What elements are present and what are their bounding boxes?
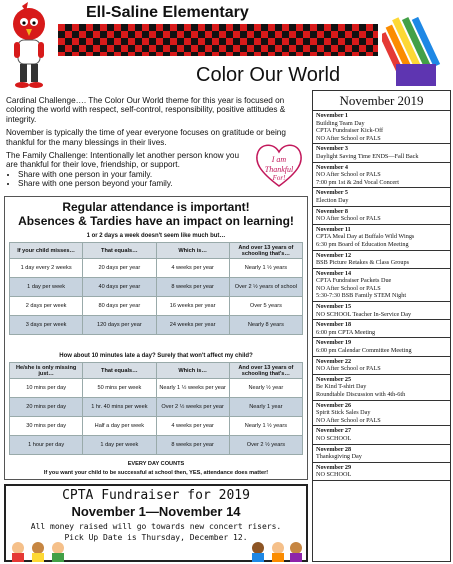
table-cell: Nearly 1 ½ years xyxy=(229,417,302,436)
event-line: NO After School or PALS xyxy=(316,416,381,424)
event-date: November 26 xyxy=(316,401,352,409)
table-cell: 24 weeks per year xyxy=(156,316,229,335)
school-name: Ell-Saline Elementary xyxy=(86,4,249,21)
table-header: That equals… xyxy=(83,243,156,259)
checkered-banner xyxy=(58,24,378,56)
thankful-badge-line2: Thankful xyxy=(264,165,294,174)
calendar-event xyxy=(313,269,450,302)
table-cell: 2 days per week xyxy=(10,297,83,316)
table-header: Which is… xyxy=(156,243,229,259)
event-line: NO After School or PALS xyxy=(316,215,381,223)
event-date: November 22 xyxy=(316,357,352,365)
event-line: CPTA Fundraiser Kick-Off xyxy=(316,127,384,135)
event-date: November 29 xyxy=(316,463,352,471)
table-cell: Over 2 ½ years xyxy=(229,436,302,455)
attendance-section xyxy=(4,196,308,480)
calendar-event xyxy=(313,144,450,162)
table-cell: 1 hr. 40 mins per week xyxy=(83,398,156,417)
table-header: And over 13 years of schooling that's… xyxy=(229,363,302,379)
crayons-icon xyxy=(382,2,450,90)
theme-title: Color Our World xyxy=(196,64,341,86)
table-cell: 1 day every 2 weeks xyxy=(10,259,83,278)
table-cell: 3 days per week xyxy=(10,316,83,335)
calendar-event xyxy=(313,225,450,251)
event-line: Roundtable Discussion with 4th-6th xyxy=(316,391,406,398)
tardy-table xyxy=(9,362,303,455)
table-row xyxy=(10,278,303,297)
table-cell: 80 days per year xyxy=(83,297,156,316)
calendar-event xyxy=(313,188,450,206)
event-line: NO After School or PALS xyxy=(316,171,381,179)
cpta-line2: Pick Up Date is Thursday, December 12. xyxy=(64,533,248,542)
event-date: November 25 xyxy=(316,375,352,383)
event-line: Spirit Stick Sales Day xyxy=(316,409,371,417)
cpta-line1: All money raised will go towards new concert risers. xyxy=(30,522,282,531)
calendar-event xyxy=(313,251,450,269)
event-line: 5:30-7:30 BSB Family STEM Night xyxy=(316,292,407,300)
attendance-footer: If you want your child to be successful at school then, YES, attendance does matter! xyxy=(43,470,269,476)
calendar-event xyxy=(313,426,450,444)
calendar-event xyxy=(313,338,450,356)
table-row xyxy=(10,398,303,417)
attendance-subheading: Absences & Tardies have an impact on learning! xyxy=(18,214,294,228)
table-cell: Nearly 1 ½ years xyxy=(229,259,302,278)
gratitude-text: November is typically the time of year everyone focuses on gratitude or being thankful for the many blessings in their lives. xyxy=(6,128,286,147)
table-row xyxy=(10,297,303,316)
table-cell: 30 mins per day xyxy=(10,417,83,436)
table-cell: 1 day per week xyxy=(10,278,83,297)
calendar-event xyxy=(313,111,450,144)
table-header: He/she is only missing just… xyxy=(10,363,83,379)
calendar-event xyxy=(313,207,450,225)
event-date: November 8 xyxy=(316,207,349,215)
list-item: • Share with one person in your family. xyxy=(18,170,306,179)
event-line: CPTA Meal Day at Buffalo Wild Wings xyxy=(316,233,415,241)
cardinal-mascot-icon xyxy=(4,2,54,90)
event-date: November 3 xyxy=(316,145,349,153)
event-line: BSB Picture Retakes & Class Groups xyxy=(316,259,409,267)
family-challenge-text: The Family Challenge: Intentionally let another person know you are thankful for their love, friendship, or support. xyxy=(6,151,240,170)
table-cell: 120 days per year xyxy=(83,316,156,335)
table-cell: 8 weeks per year xyxy=(156,278,229,297)
event-date: November 15 xyxy=(316,303,352,311)
calendar-event xyxy=(313,463,450,481)
table-cell: 4 weeks per year xyxy=(156,417,229,436)
event-line: NO SCHOOL xyxy=(316,434,352,442)
event-line: Be Kind T-shirt Day xyxy=(316,383,367,391)
event-line: 7:00 pm 1st & 2nd Vocal Concert xyxy=(316,178,399,186)
event-date: November 28 xyxy=(316,445,352,453)
table-row xyxy=(10,417,303,436)
table-row xyxy=(10,436,303,455)
attendance-heading: Regular attendance is important! xyxy=(62,200,250,214)
table-cell: 10 mins per day xyxy=(10,379,83,398)
thankful-heart-badge xyxy=(252,140,306,188)
event-date: November 1 xyxy=(316,112,349,119)
event-date: November 11 xyxy=(316,225,351,233)
newsletter-header xyxy=(0,0,453,92)
children-clipart-icon xyxy=(8,540,304,562)
calendar-event xyxy=(313,401,450,427)
thankful-badge-line3: For! xyxy=(272,174,286,182)
event-line: 6:30 pm Board of Education Meeting xyxy=(316,240,409,248)
table-cell: Nearly 1 year xyxy=(229,398,302,417)
event-line: NO After School or PALS xyxy=(316,284,381,292)
table-header: That equals… xyxy=(83,363,156,379)
table-header: Which is… xyxy=(156,363,229,379)
table-cell: 4 weeks per year xyxy=(156,259,229,278)
table-cell: 16 weeks per year xyxy=(156,297,229,316)
table-row xyxy=(10,316,303,335)
event-date: November 27 xyxy=(316,427,352,435)
calendar-event xyxy=(313,375,450,401)
calendar-event xyxy=(313,445,450,463)
table-header: If your child misses… xyxy=(10,243,83,259)
cpta-dates: November 1—November 14 xyxy=(71,504,241,519)
table-header: And over 13 years of schooling that's… xyxy=(229,243,302,259)
table-cell: Nearly 8 years xyxy=(229,316,302,335)
table-row xyxy=(10,259,303,278)
list-item: • Share with one person beyond your family. xyxy=(18,179,306,188)
cardinal-challenge-text: Cardinal Challenge…. The Color Our World theme for this year is focused on coloring the world with respect, self-control, responsibility, positive attitudes & integrity. xyxy=(6,96,286,124)
table-cell: 1 day per week xyxy=(83,436,156,455)
table1-caption: 1 or 2 days a week doesn't seem like much but… xyxy=(86,233,226,239)
calendar-events xyxy=(313,111,450,481)
thankful-badge-line1: I am xyxy=(271,155,287,164)
table-cell: Half a day per week xyxy=(83,417,156,436)
event-line: NO SCHOOL xyxy=(316,471,352,479)
event-line: NO After School or PALS xyxy=(316,134,381,142)
table-cell: 40 days per year xyxy=(83,278,156,297)
calendar-event xyxy=(313,302,450,320)
table-cell: Nearly 1 ½ weeks per year xyxy=(156,379,229,398)
table-row xyxy=(10,379,303,398)
event-line: Thanksgiving Day xyxy=(316,453,362,461)
absence-table xyxy=(9,242,303,335)
calendar-event xyxy=(313,320,450,338)
table-cell: 1 hour per day xyxy=(10,436,83,455)
event-line: Election Day xyxy=(316,196,349,204)
table-cell: 20 mins per day xyxy=(10,398,83,417)
event-date: November 5 xyxy=(316,189,349,197)
event-line: Daylight Saving Time ENDS—Fall Back xyxy=(316,152,419,160)
november-calendar xyxy=(312,90,451,562)
event-line: 6:00 pm CPTA Meeting xyxy=(316,328,376,336)
calendar-event xyxy=(313,357,450,375)
table2-caption: How about 10 minutes late a day? Surely that won't affect my child? xyxy=(59,353,253,359)
calendar-title: November 2019 xyxy=(313,91,450,111)
cpta-title: CPTA Fundraiser for 2019 xyxy=(62,488,250,503)
event-date: November 19 xyxy=(316,339,352,347)
calendar-event xyxy=(313,163,450,189)
table-cell: Over 2 ½ years of school xyxy=(229,278,302,297)
table-cell: 8 weeks per year xyxy=(156,436,229,455)
table-cell: 20 days per year xyxy=(83,259,156,278)
table-cell: Over 2 ½ weeks per year xyxy=(156,398,229,417)
event-line: NO After School or PALS xyxy=(316,365,381,373)
event-date: November 14 xyxy=(316,269,352,277)
table-cell: Nearly ½ year xyxy=(229,379,302,398)
event-line: NO SCHOOL Teacher In-Service Day xyxy=(316,310,412,318)
event-date: November 4 xyxy=(316,163,349,171)
table-cell: Over 5 years xyxy=(229,297,302,316)
table-cell: 50 mins per week xyxy=(83,379,156,398)
every-day-counts: EVERY DAY COUNTS xyxy=(127,461,185,467)
event-line: 6:00 pm Calendar Committee Meeting xyxy=(316,347,412,355)
event-line: CPTA Fundraiser Packets Due xyxy=(316,277,392,285)
event-date: November 12 xyxy=(316,251,352,259)
event-line: Building Team Day xyxy=(316,119,365,127)
event-date: November 18 xyxy=(316,321,352,329)
